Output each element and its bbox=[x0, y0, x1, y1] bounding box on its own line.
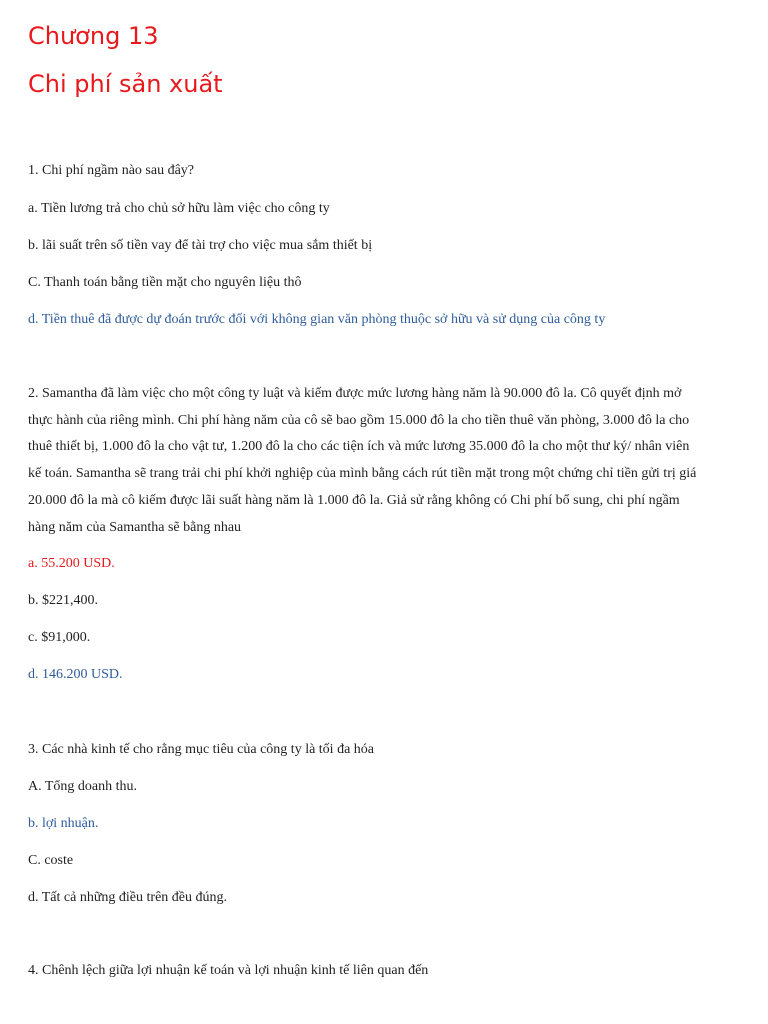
question-2-stem-line-2: thực hành của riêng mình. Chi phí hàng năm của cô sẽ bao gồm 15.000 đô la cho tiền thuê văn phòng, 3.000 đô la cho bbox=[28, 413, 690, 428]
question-2-stem-line-3: thuê thiết bị, 1.000 đô la cho vật tư, 1.200 đô la cho các tiện ích và mức lương 35.000 đô la cho một thư ký/ nhân viên bbox=[28, 439, 690, 454]
chapter-title: Chi phí sản xuất bbox=[28, 70, 223, 98]
question-2-stem-line-1: 2. Samantha đã làm việc cho một công ty luật và kiếm được mức lương hàng năm là 90.000 đô la. Cô quyết định mở bbox=[28, 386, 682, 401]
question-3-option-c: C. coste bbox=[28, 853, 74, 868]
question-3-option-a: A. Tổng doanh thu. bbox=[28, 779, 138, 794]
question-2-option-a: a. 55.200 USD. bbox=[28, 556, 115, 571]
question-1-stem: 1. Chi phí ngầm nào sau đây? bbox=[28, 163, 195, 178]
question-2-stem-line-4: kế toán. Samantha sẽ trang trải chi phí khởi nghiệp của mình bằng cách rút tiền mặt trong một chứng chỉ tiền gửi trị giá bbox=[28, 466, 697, 481]
question-3-stem: 3. Các nhà kinh tế cho rằng mục tiêu của công ty là tối đa hóa bbox=[28, 742, 375, 757]
question-1-option-b: b. lãi suất trên số tiền vay để tài trợ cho việc mua sắm thiết bị bbox=[28, 238, 373, 253]
question-2-stem-line-5: 20.000 đô la mà cô kiếm được lãi suất hàng năm là 1.000 đô la. Giả sử rằng không có Chi phí bổ sung, chi phí ngầm bbox=[28, 493, 680, 508]
question-1-option-a: a. Tiền lương trả cho chủ sở hữu làm việc cho công ty bbox=[28, 201, 330, 216]
question-4-stem: 4. Chênh lệch giữa lợi nhuận kế toán và lợi nhuận kinh tế liên quan đến bbox=[28, 963, 429, 978]
question-1-option-c: C. Thanh toán bằng tiền mặt cho nguyên liệu thô bbox=[28, 275, 302, 290]
question-2-option-b: b. $221,400. bbox=[28, 593, 98, 608]
question-2-option-c: c. $91,000. bbox=[28, 630, 91, 645]
chapter-number: Chương 13 bbox=[28, 22, 159, 50]
question-3-option-d: d. Tất cả những điều trên đều đúng. bbox=[28, 890, 228, 905]
question-2-option-d: d. 146.200 USD. bbox=[28, 667, 123, 682]
question-3-option-b: b. lợi nhuận. bbox=[28, 816, 99, 831]
question-1-option-d: d. Tiền thuê đã được dự đoán trước đối với không gian văn phòng thuộc sở hữu và sử dụng của công ty bbox=[28, 312, 606, 327]
question-2-stem-line-6: hàng năm của Samantha sẽ bằng nhau bbox=[28, 520, 242, 535]
